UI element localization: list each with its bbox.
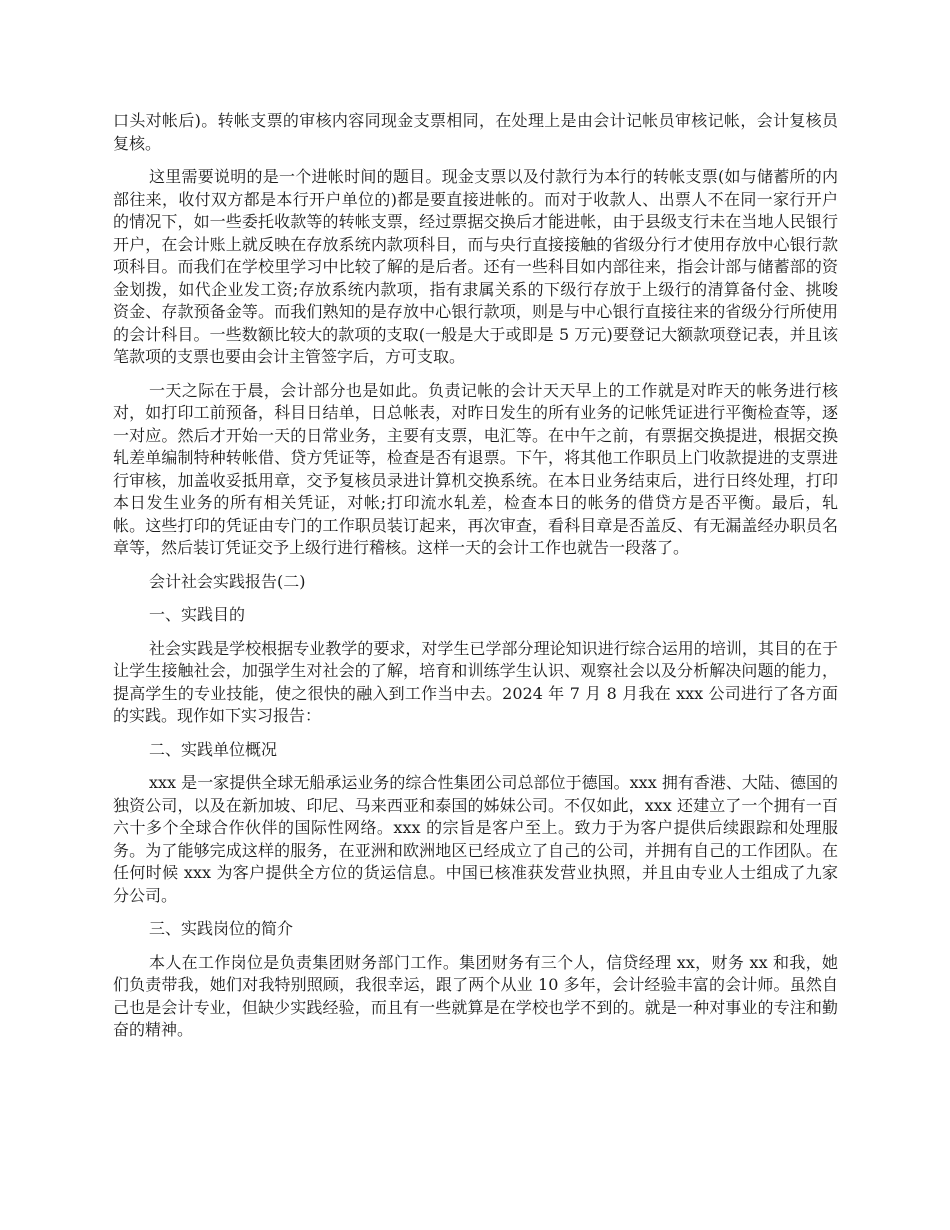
paragraph-2: 这里需要说明的是一个进帐时间的题目。现金支票以及付款行为本行的转帐支票(如与储蓄所的内部往来，收付双方都是本行开户单位的)都是要直接进帐的。而对于收款人、出票人不在同一家行开户的情况下，如一些委托收款等的转帐支票，经过票据交换后才能进帐，由于县级支行未在当地人民银行开户，在会计账上就反映在存放系统内款项科目，而与央行直接接触的省级分行才使用存放中心银行款项科目。而我们在学校里学习中比较了解的是后者。还有一些科目如内部往来，指会计部与储蓄部的资金划拨，如代企业发工资;存放系统内款项，指有隶属关系的下级行存放于上级行的清算备付金、挑唆资金、存款预备金等。而我们熟知的是存放中心银行款项，则是与中心银行直接往来的省级分行所使用的会计科目。一些数额比较大的款项的支取(一般是大于或即是 5 万元)要登记大额款项登记表，并且该笔款项的支票也要由会计主管签字后，方可支取。 [113, 167, 838, 366]
paragraph-1: 口头对帐后)。转帐支票的审核内容同现金支票相同，在处理上是由会计记帐员审核记帐，会计复核员复核。 [113, 111, 838, 153]
paragraph-3: 一天之际在于晨，会计部分也是如此。负责记帐的会计天天早上的工作就是对昨天的帐务进行核对，如打印工前预备，科目日结单，日总帐表，对昨日发生的所有业务的记帐凭证进行平衡检查等，逐一对应。然后才开始一天的日常业务，主要有支票，电汇等。在中午之前，有票据交换提进，根据交换轧差单编制特种转帐借、贷方凭证等，检查是否有退票。下午，将其他工作职员上门收款提进的支票进行审核，加盖收妥抵用章，交予复核员录进计算机交换系统。在本日业务结束后，进行日终处理，打印本日发生业务的所有相关凭证，对帐;打印流水轧差，检查本日的帐务的借贷方是否平衡。最后，轧帐。这些打印的凭证由专门的工作职员装订起来，再次审查，看科目章是否盖反、有无漏盖经办职员名章等，然后装订凭证交予上级行进行稽核。这样一天的会计工作也就告一段落了。 [113, 380, 838, 557]
paragraph-company: xxx 是一家提供全球无船承运业务的综合性集团公司总部位于德国。xxx 拥有香港、大陆、德国的独资公司，以及在新加坡、印尼、马来西亚和泰国的姊妹公司。不仅如此，xxx 还建立了一个拥有一百六十多个全球合作伙伴的国际性网络。xxx 的宗旨是客户至上。致力于为客户提供后续跟踪和处理服务。为了能够完成这样的服务，在亚洲和欧洲地区已经成立了自己的公司，并拥有自己的工作团队。在任何时候 xxx 为客户提供全方位的货运信息。中国已核准获发营业执照，并且由专业人士组成了九家分公司。 [113, 773, 838, 905]
section-heading-position: 三、实践岗位的简介 [149, 919, 294, 938]
document-page [113, 110, 838, 1053]
section-heading-purpose: 一、实践目的 [149, 605, 246, 624]
section-heading-company: 二、实践单位概况 [149, 739, 278, 759]
paragraph-position: 本人在工作岗位是负责集团财务部门工作。集团财务有三个人，信贷经理 xx，财务 xx 和我，她们负责带我，她们对我特别照顾，我很幸运，跟了两个从业 10 多年，会计经验丰富的会计师。虽然自己也是会计专业，但缺少实践经验，而且有一些就算是在学校也学不到的。就是一种对事业的专注和勤奋的精神。 [113, 952, 838, 1039]
report-title: 会计社会实践报告(二) [149, 571, 306, 591]
paragraph-purpose: 社会实践是学校根据专业教学的要求，对学生已学部分理论知识进行综合运用的培训，其目的在于让学生接触社会，加强学生对社会的了解，培育和训练学生认识、观察社会以及分析解决问题的能力，提高学生的专业技能，使之很快的融入到工作当中去。2024 年 7 月 8 月我在 xxx 公司进行了各方面的实践。现作如下实习报告： [113, 638, 838, 725]
